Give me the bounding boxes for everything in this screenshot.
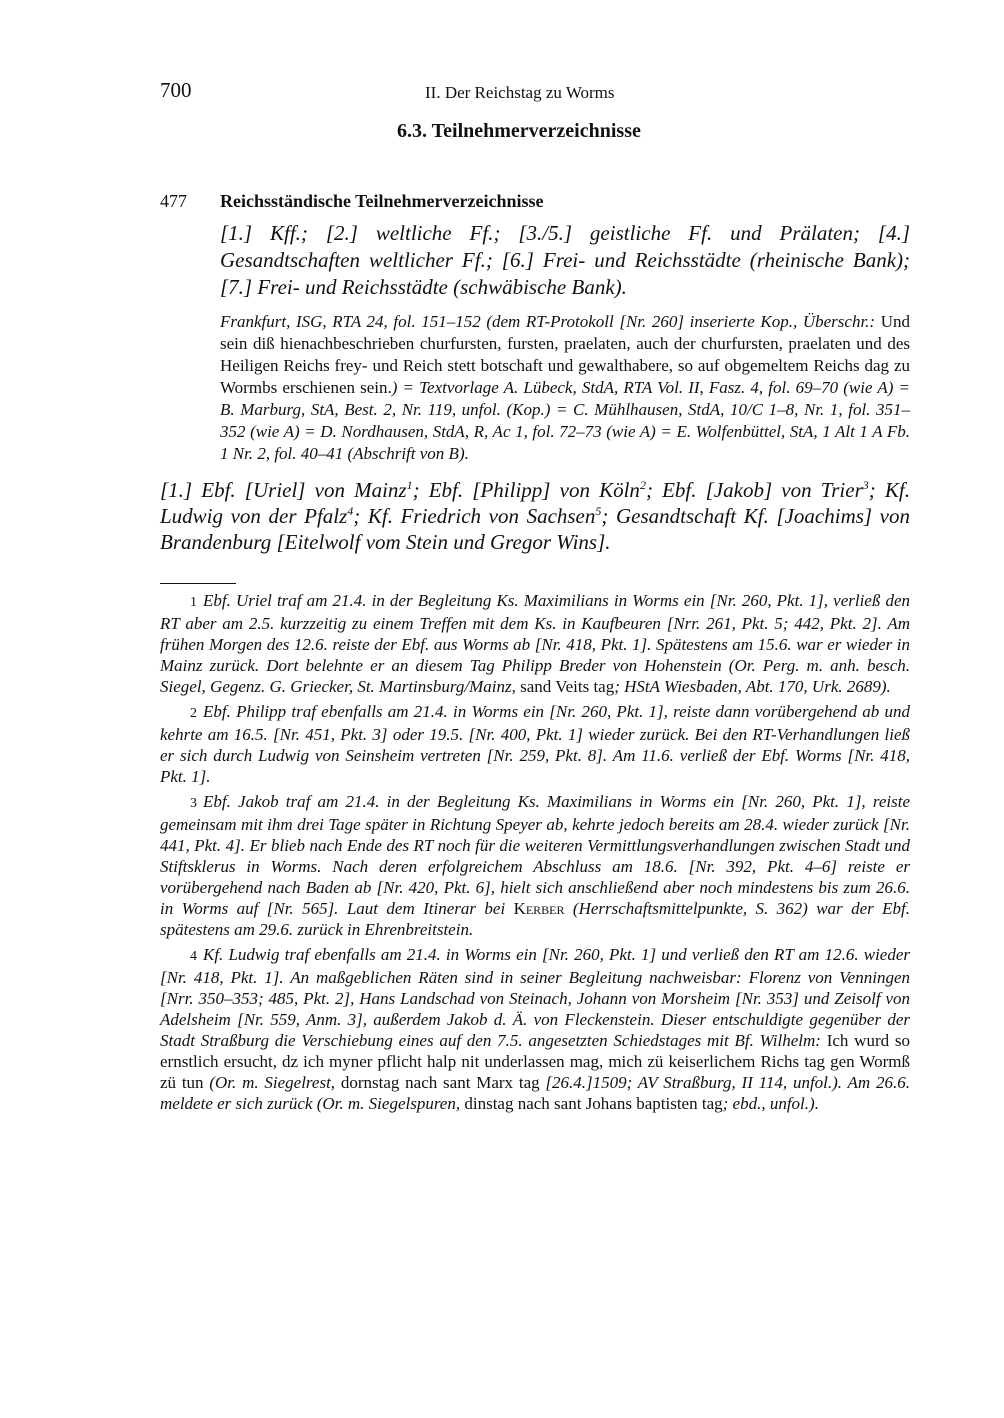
body-segment: ; Gesandtschaft Kf. [Joachims] von Brandenburg [Eitelwolf vom Stein und Gregor Wins].: [160, 504, 910, 554]
source-roman: Und sein diß hienachbeschrieben churfursten, fursten, praelaten, auch der churfursten, praelaten und des Heiligen Reichs frey- und Reich stett botschaft und gewalthabere, so auf obgemeltem Reichs dag zu Wormbs erschienen sein.: [220, 312, 910, 397]
body-segment: ; Ebf. [Philipp] von Köln: [412, 478, 640, 502]
section-title: 6.3. Teilnehmerverzeichnisse: [397, 120, 641, 142]
body-segment: ; Kf. Ludwig von der Pfalz: [160, 478, 910, 528]
footnote-ref[interactable]: 1: [406, 478, 413, 492]
running-title: II. Der Reichstag zu Worms: [425, 83, 615, 102]
footnote-ref[interactable]: 2: [639, 478, 646, 492]
body-segment: ; Kf. Friedrich von Sachsen: [353, 504, 596, 528]
footnote-number: 1: [190, 595, 197, 610]
footnotes: [160, 590, 910, 1114]
footnote-ref[interactable]: 4: [347, 504, 354, 518]
footnote-text: Ebf. Philipp traf ebenfalls am 21.4. in Worms ein [Nr. 260, Pkt. 1], reiste dann vorübergehend ab und kehrte am 16.5. [Nr. 451, Pkt. 3] oder 19.5. [Nr. 400, Pkt. 1] wieder zurück. Bei den RT-Verhandlungen ließ er sich durch Ludwig von Seinsheim vertreten [Nr. 259, Pkt. 8]. Am 11.6. verließ der Ebf. Worms [Nr. 418, Pkt. 1].: [160, 702, 910, 786]
document-entry: [160, 191, 910, 465]
footnote-text: [26.4.]1509; AV Straßburg, II 114, unfol.). Am 26.6. meldete er sich zurück (Or. m. Siegelspuren,: [160, 1073, 910, 1113]
source-description: [220, 311, 910, 465]
footnote-text: sand Veits tag: [515, 677, 615, 696]
footnote-text: Ebf. Uriel traf am 21.4. in der Begleitung Ks. Maximilians in Worms ein [Nr. 260, Pkt. 1], verließ den RT aber am 2.5. kurzzeitig zu einem Treffen mit dem Ks. in Kaufbeuren [Nrr. 261, Pkt. 5; 442, Pkt. 2]. Am frühen Morgen des 12.6. reiste der Ebf. aus Worms ab [Nr. 418, Pkt. 1]. Spätestens am 15.6. war er wieder in Mainz zurück. Dort belehnte er an diesem Tag Philipp Breder von Hohenstein (Or. Perg. m. anh. besch. Siegel, Gegenz. G. Griecker, St. Martinsburg/Mainz,: [160, 591, 910, 696]
entry-summary: [1.] Kff.; [2.] weltliche Ff.; [3./5.] geistliche Ff. und Prälaten; [4.] Gesandtschaften weltlicher Ff.; [6.] Frei- und Reichsstädte (rheinische Bank); [7.] Frei- und Reichsstädte (schwäbische Bank).: [220, 221, 910, 299]
footnote-number: 2: [190, 706, 197, 721]
author-name: Kerber: [505, 899, 565, 918]
footnote-text: dinstag nach sant Johans baptisten tag: [460, 1094, 723, 1113]
body-paragraph: [160, 477, 910, 555]
footnote-number: 4: [190, 949, 197, 964]
footnote-ref[interactable]: 5: [595, 504, 602, 518]
source-italic-2: ) = Textvorlage A. Lübeck, StdA, RTA Vol. II, Fasz. 4, fol. 69–70 (wie A) = B. Marburg, StA, Best. 2, Nr. 119, unfol. (Kop.) = C. Mühlhausen, StdA, 10/C 1–8, Nr. 1, fol. 351–352 (wie A) = D. Nordhausen, StdA, R, Ac 1, fol. 72–73 (wie A) = E. Wolfenbüttel, StA, 1 Alt 1 A Fb. 1 Nr. 2, fol. 40–41 (Abschrift von B).: [220, 378, 910, 463]
footnote-text: (Herrschaftsmittelpunkte, S. 362) war der Ebf. spätestens am 29.6. zurück in Ehrenbreitstein.: [160, 899, 910, 939]
document-page: [160, 78, 910, 1118]
entry-title: Reichsständische Teilnehmerverzeichnisse: [220, 191, 544, 211]
footnote-text: Ebf. Jakob traf am 21.4. in der Begleitung Ks. Maximilians in Worms ein [Nr. 260, Pkt. 1], reiste gemeinsam mit ihm drei Tage später in Richtung Speyer ab, kehrte jedoch bereits am 28.4. wieder zurück [Nr. 441, Pkt. 4]. Er blieb nach Ende des RT noch für die weiteren Vermittlungsverhandlungen zwischen Stadt und Stiftsklerus in Worms. Nach deren erfolgreichem Abschluss am 18.6. [Nr. 392, Pkt. 4–6] reiste er vorübergehend nach Baden ab [Nr. 420, Pkt. 6], hielt sich anschließend aber noch mindestens bis zum 26.6. in Worms auf [Nr. 565]. Laut dem Itinerar bei: [160, 792, 910, 918]
page-number: 700: [160, 78, 192, 102]
footnote-divider: [160, 583, 236, 584]
footnote-2: [160, 701, 910, 787]
body-segment: ; Ebf. [Jakob] von Trier: [645, 478, 863, 502]
source-italic-1: Frankfurt, ISG, RTA 24, fol. 151–152 (dem RT-Protokoll [Nr. 260] inserierte Kop., Überschr.:: [220, 312, 876, 331]
entry-number: 477: [160, 191, 187, 211]
footnote-text: (Or. m. Siegelrest,: [203, 1073, 336, 1092]
footnote-3: [160, 791, 910, 940]
footnote-text: ; HStA Wiesbaden, Abt. 170, Urk. 2689).: [614, 677, 891, 696]
footnote-text: dornstag nach sant Marx tag: [335, 1073, 540, 1092]
footnote-ref[interactable]: 3: [862, 478, 869, 492]
page-header: [160, 78, 910, 108]
body-segment: [1.] Ebf. [Uriel] von Mainz: [160, 478, 407, 502]
footnote-number: 3: [190, 796, 197, 811]
footnote-text: ; ebd., unfol.).: [722, 1094, 819, 1113]
footnote-4: [160, 944, 910, 1114]
footnote-1: [160, 590, 910, 697]
footnote-text: Kf. Ludwig traf ebenfalls am 21.4. in Worms ein [Nr. 260, Pkt. 1] und verließ den RT am 12.6. wieder [Nr. 418, Pkt. 1]. An maßgeblichen Räten sind in seiner Begleitung nachweisbar: Florenz von Venningen [Nrr. 350–353; 485, Pkt. 2], Hans Landschad von Steinach, Johann von Morsheim [Nr. 353] und Zeisolf von Adelsheim [Nr. 559, Anm. 3], außerdem Jakob d. Ä. von Fleckenstein. Dieser entschuldigte gegenüber der Stadt Straßburg die Verschiebung eines auf den 7.5. angesetzten Schiedstages mit Bf. Wilhelm:: [160, 945, 910, 1050]
footnote-text: Ich wurd so ernstlich ersucht, dz ich myner pflicht halp nit underlassen mag, mich zü keiserlichem Richs tag gen Wormß zü tun: [160, 1031, 910, 1092]
